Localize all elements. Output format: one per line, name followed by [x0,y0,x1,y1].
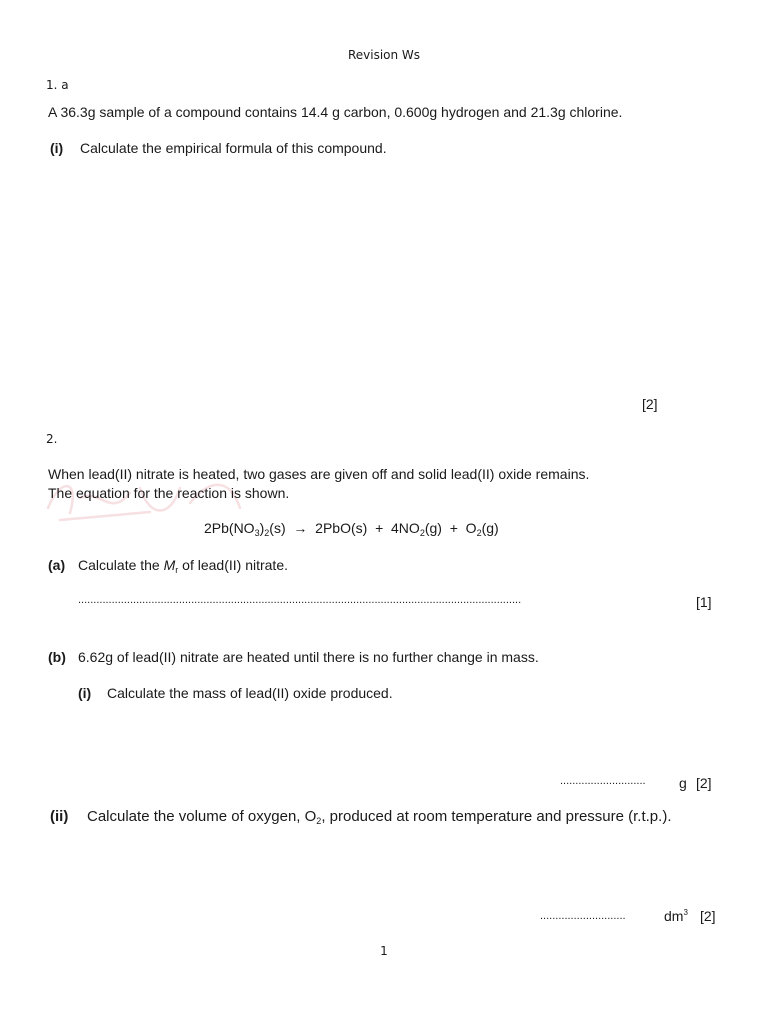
mr-symbol: M [163,557,176,573]
question-2-stem-line-1: When lead(II) nitrate is heated, two gases are given off and solid lead(II) oxide remains. [48,466,590,482]
question-2b-label: (b) [48,649,66,665]
equation-part: (g) + O [424,520,477,536]
question-1-part-i-label: (i) [50,140,64,156]
question-2b-ii-text [87,808,671,826]
question-2b-ii-text-post: , produced at room temperature and pressure (r.t.p.). [321,808,672,825]
question-2b-text: 6.62g of lead(II) nitrate are heated until there is no further change in mass. [78,649,539,665]
question-1-part-i-text: Calculate the empirical formula of this compound. [80,140,387,156]
question-2b-i-text: Calculate the mass of lead(II) oxide produced. [107,685,393,701]
answer-unit-g: g [679,775,687,791]
equation-subscript: 2 [264,528,270,538]
question-1-stem: A 36.3g sample of a compound contains 14.4 g carbon, 0.600g hydrogen and 21.3g chlorine. [48,104,623,120]
question-2a-label: (a) [48,557,66,573]
page-number: 1 [380,944,388,958]
unit-superscript: 3 [683,908,688,917]
answer-line-2a: ................................................................................................................................................. [78,594,522,606]
equation-part: (s) → 2PbO(s) + 4NO [269,520,420,536]
question-2b-ii-text-pre: Calculate the volume of oxygen, O [87,808,317,825]
question-2a-text [78,557,288,575]
mr-subscript: r [175,565,179,575]
question-2b-i-label: (i) [78,685,92,701]
question-2b-i-marks: [2] [696,775,712,791]
equation-subscript: 2 [476,528,482,538]
question-1-number: 1. a [46,78,69,92]
question-2a-marks: [1] [696,594,712,610]
question-2b-ii-label: (ii) [50,808,69,825]
page-title: Revision Ws [347,48,421,62]
question-2-stem-line-2: The equation for the reaction is shown. [48,485,290,501]
oxygen-subscript: 2 [316,816,322,826]
question-2a-text-pre: Calculate the [78,557,164,573]
equation-part: ) [259,520,265,536]
equation-part: 2Pb(NO [204,520,255,536]
question-1-marks: [2] [642,396,658,412]
answer-line-2b-ii: ............................ [540,910,626,922]
unit-dm: dm [664,908,684,924]
equation-part: (g) [481,520,499,536]
equation-subscript: 3 [254,528,260,538]
equation-subscript: 2 [419,528,425,538]
question-2-number: 2. [46,432,58,446]
answer-unit-dm3 [664,908,688,924]
question-2b-ii-marks: [2] [700,908,716,924]
reaction-equation [204,520,499,538]
question-2a-text-post: of lead(II) nitrate. [178,557,288,573]
answer-line-2b-i: ............................ [560,775,646,787]
